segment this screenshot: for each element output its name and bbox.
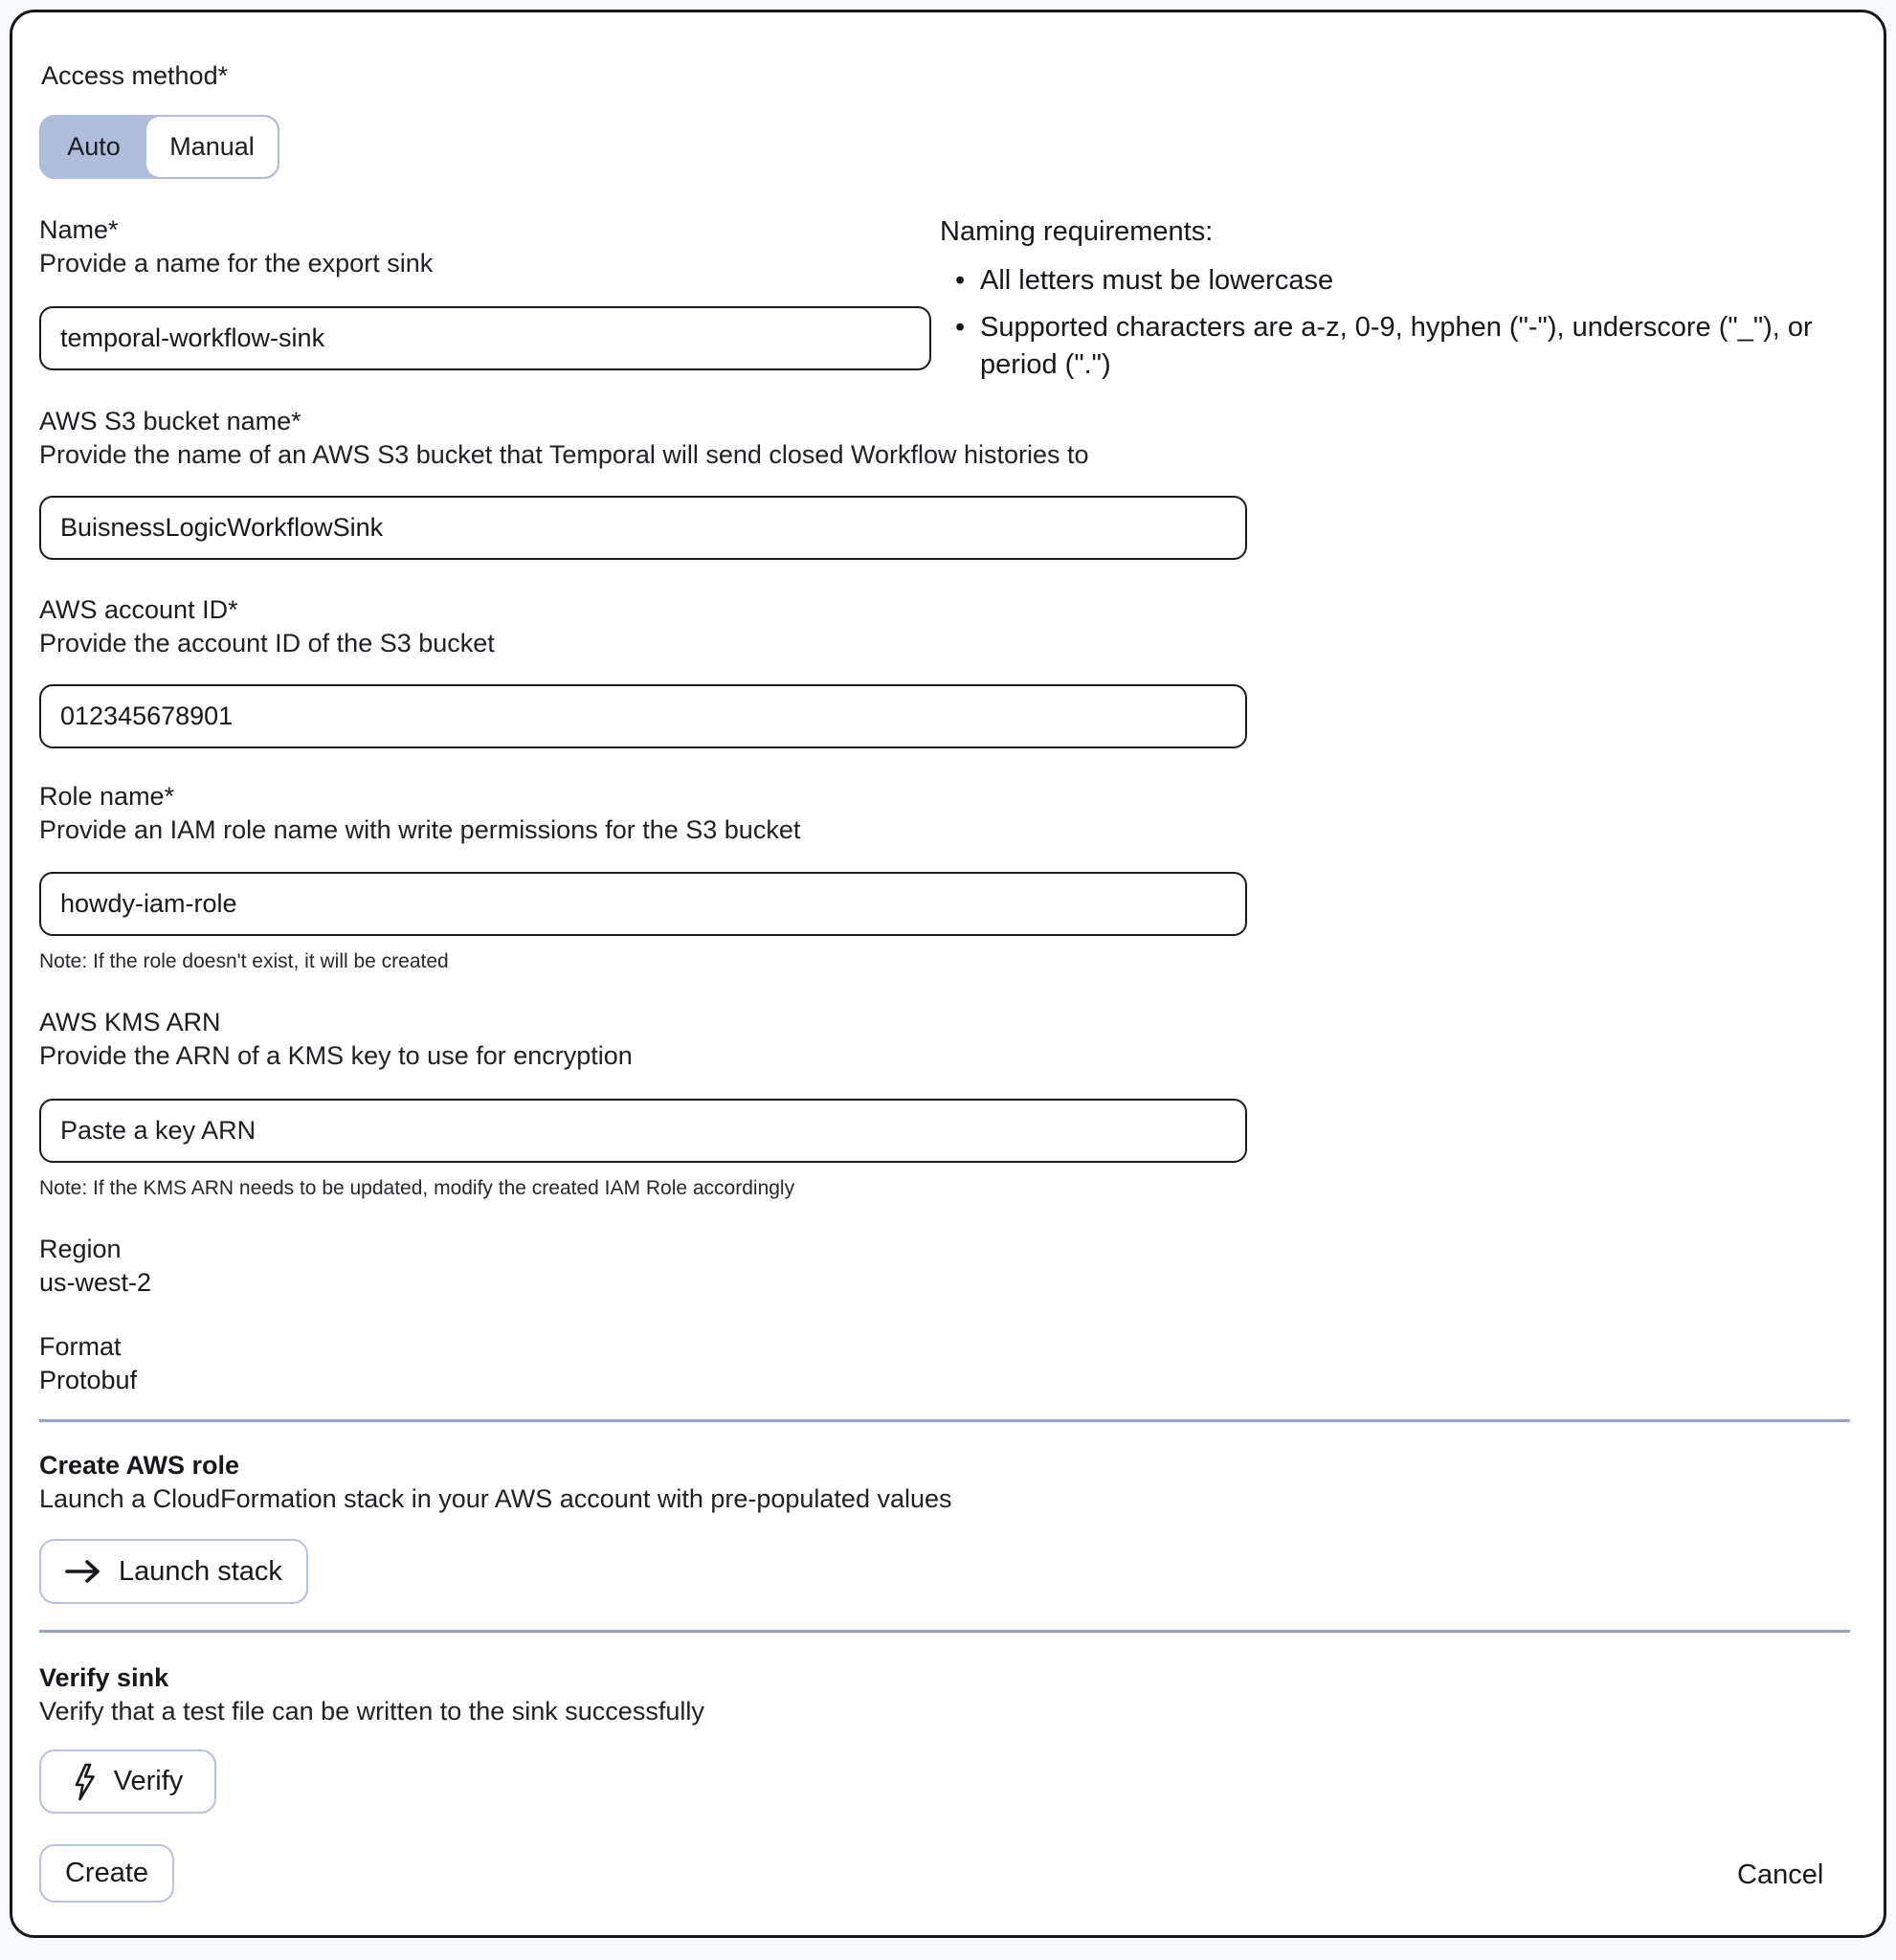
launch-stack-label: Launch stack xyxy=(119,1555,282,1587)
lightning-icon xyxy=(73,1763,97,1801)
access-method-toggle xyxy=(39,115,279,179)
name-label: Name* xyxy=(39,215,119,244)
format-label: Format xyxy=(39,1332,122,1361)
section-divider xyxy=(39,1419,1850,1422)
create-aws-role-heading: Create AWS role xyxy=(39,1451,240,1480)
account-id-description: Provide the account ID of the S3 bucket xyxy=(39,629,495,657)
access-method-label: Access method* xyxy=(41,61,229,90)
toggle-option-manual[interactable]: Manual xyxy=(146,117,278,177)
role-name-label: Role name* xyxy=(39,782,175,811)
naming-requirement-text: Supported characters are a-z, 0-9, hyphen ("-"), underscore ("_"), or period (".") xyxy=(980,312,1813,380)
bullet-icon: • xyxy=(955,312,966,343)
name-description: Provide a name for the export sink xyxy=(39,249,434,278)
kms-arn-input[interactable] xyxy=(39,1099,1247,1163)
create-button[interactable]: Create xyxy=(39,1844,174,1903)
verify-label: Verify xyxy=(113,1766,184,1796)
s3-bucket-label: AWS S3 bucket name* xyxy=(39,407,301,435)
naming-requirements-title: Naming requirements: xyxy=(940,216,1214,247)
account-id-input[interactable] xyxy=(39,684,1247,748)
arrow-right-icon xyxy=(65,1559,101,1584)
cancel-button[interactable]: Cancel xyxy=(1737,1860,1824,1890)
region-label: Region xyxy=(39,1235,122,1263)
list-item xyxy=(940,262,1825,300)
verify-sink-description: Verify that a test file can be written to the sink successfully xyxy=(39,1697,704,1726)
naming-requirement-text: All letters must be lowercase xyxy=(980,265,1334,296)
create-aws-role-description: Launch a CloudFormation stack in your AWS account with pre-populated values xyxy=(39,1484,952,1513)
s3-bucket-description: Provide the name of an AWS S3 bucket that Temporal will send closed Workflow histories to xyxy=(39,440,1089,469)
s3-bucket-input[interactable] xyxy=(39,496,1247,560)
export-sink-form-card xyxy=(10,10,1886,1938)
format-value: Protobuf xyxy=(39,1366,138,1394)
name-input[interactable] xyxy=(39,306,931,370)
launch-stack-button[interactable] xyxy=(39,1539,308,1604)
verify-button[interactable] xyxy=(39,1749,216,1814)
verify-sink-heading: Verify sink xyxy=(39,1663,169,1692)
kms-arn-note: Note: If the KMS ARN needs to be updated, modify the created IAM Role accordingly xyxy=(39,1177,795,1199)
bullet-icon: • xyxy=(955,265,966,296)
account-id-label: AWS account ID* xyxy=(39,595,238,624)
role-name-note: Note: If the role doesn't exist, it will be created xyxy=(39,950,449,972)
kms-arn-description: Provide the ARN of a KMS key to use for encryption xyxy=(39,1041,633,1070)
region-value: us-west-2 xyxy=(39,1268,152,1297)
naming-requirements-list xyxy=(940,262,1825,384)
section-divider xyxy=(39,1630,1850,1633)
role-name-description: Provide an IAM role name with write permissions for the S3 bucket xyxy=(39,815,801,844)
list-item xyxy=(940,309,1825,384)
kms-arn-label: AWS KMS ARN xyxy=(39,1008,221,1036)
role-name-input[interactable] xyxy=(39,872,1247,936)
toggle-option-auto[interactable]: Auto xyxy=(41,117,146,177)
naming-requirements xyxy=(940,214,1825,393)
